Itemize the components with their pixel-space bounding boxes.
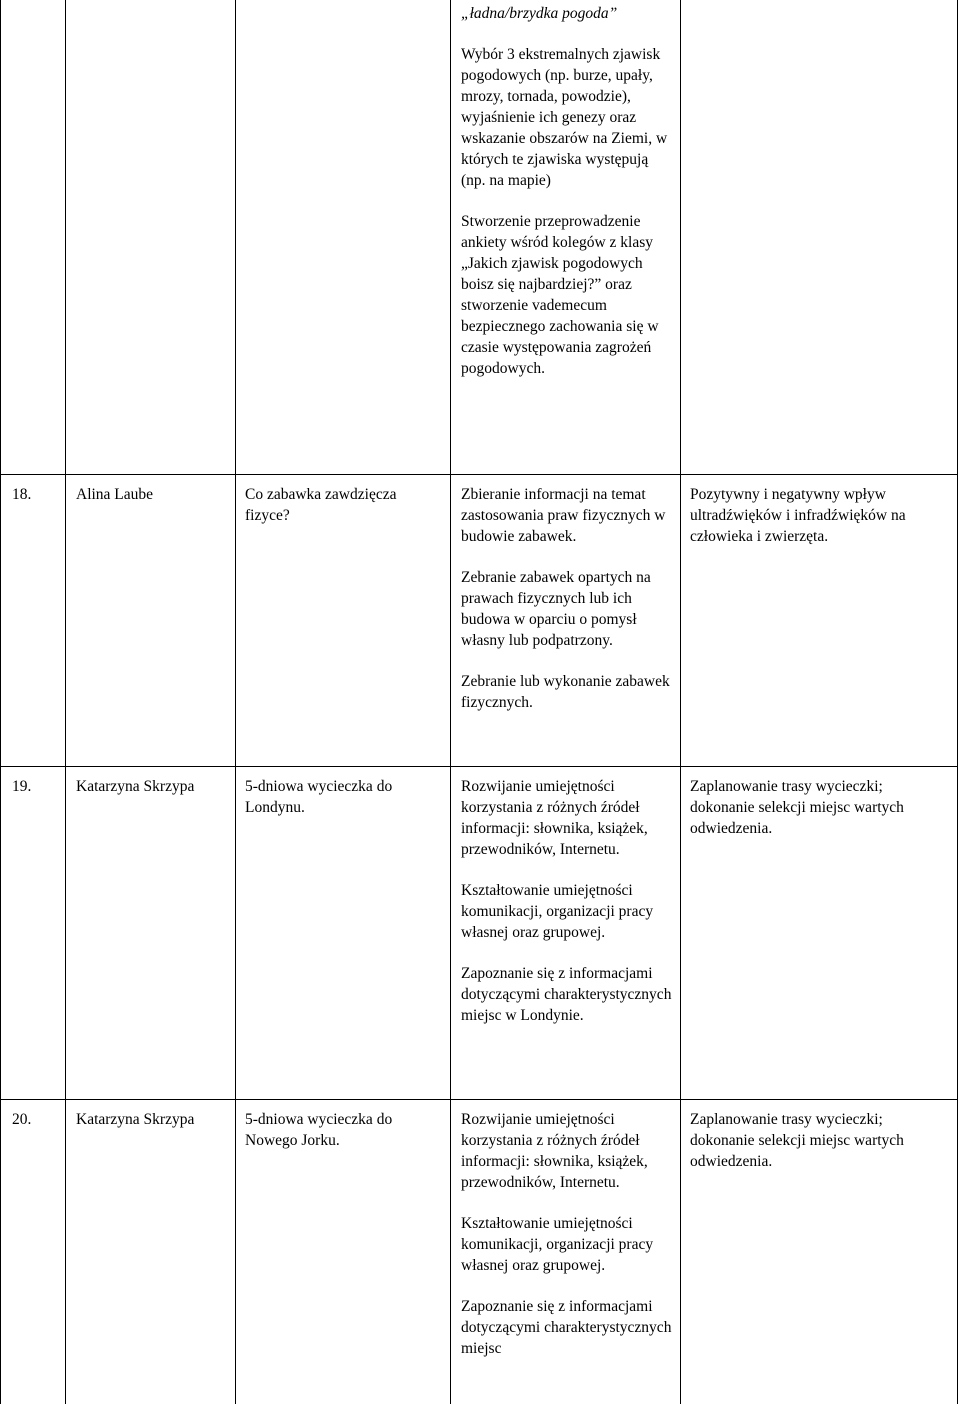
row-topic: Co zabawka zawdzięcza fizyce? bbox=[245, 486, 397, 524]
row-author: Alina Laube bbox=[76, 486, 154, 503]
column-divider-1 bbox=[65, 0, 66, 1404]
goal-text: Zapoznanie się z informacjami dotyczącymi charakterystycznych miejsc bbox=[461, 1298, 672, 1357]
table-border-left bbox=[0, 0, 1, 1404]
goal-text: Zebranie lub wykonanie zabawek fizycznych. bbox=[461, 673, 670, 711]
row-effects: Zaplanowanie trasy wycieczki; dokonanie selekcji miejsc wartych odwiedzenia. bbox=[690, 1111, 904, 1170]
goal-text: „ładna/brzydka pogoda” bbox=[461, 5, 618, 22]
row-effects: Pozytywny i negatywny wpływ ultradźwięków i infradźwięków na człowieka i zwierzęta. bbox=[690, 486, 906, 545]
goal-text: Wybór 3 ekstremalnych zjawisk pogodowych (np. burze, upały, mrozy, tornada, powodzie), wyjaśnienie ich genezy oraz wskazanie obszarów na Ziemi, w których te zjawiska występują (np. na mapie) bbox=[461, 46, 668, 189]
row-goals bbox=[461, 484, 673, 713]
goal-text: Kształtowanie umiejętności komunikacji, organizacji pracy własnej oraz grupowej. bbox=[461, 1215, 654, 1274]
column-divider-4 bbox=[680, 0, 681, 1404]
goal-text: Kształtowanie umiejętności komunikacji, organizacji pracy własnej oraz grupowej. bbox=[461, 882, 654, 941]
row-divider-18 bbox=[0, 474, 958, 475]
row-effects: Zaplanowanie trasy wycieczki; dokonanie selekcji miejsc wartych odwiedzenia. bbox=[690, 778, 904, 837]
table-border-right bbox=[957, 0, 958, 1404]
row-number: 20. bbox=[12, 1111, 32, 1128]
goal-text: Rozwijanie umiejętności korzystania z różnych źródeł informacji: słownika, książek, przewodników, Internetu. bbox=[461, 1111, 648, 1191]
table-row bbox=[461, 3, 673, 379]
row-goals bbox=[461, 1109, 673, 1359]
row-topic: 5-dniowa wycieczka do Nowego Jorku. bbox=[245, 1111, 393, 1149]
row-author: Katarzyna Skrzypa bbox=[76, 778, 195, 795]
goal-text: Rozwijanie umiejętności korzystania z różnych źródeł informacji: słownika, książek, przewodników, Internetu. bbox=[461, 778, 648, 858]
row-goals bbox=[461, 776, 673, 1026]
goal-text: Zebranie zabawek opartych na prawach fizycznych lub ich budowa w oparciu o pomysł własny lub podpatrzony. bbox=[461, 569, 651, 649]
goal-text: Stworzenie przeprowadzenie ankiety wśród kolegów z klasy „Jakich zjawisk pogodowych boisz się najbardziej?” oraz stworzenie vademecum bezpiecznego zachowania się w czasie występowania zagrożeń pogodowych. bbox=[461, 213, 659, 377]
row-number: 18. bbox=[12, 486, 32, 503]
column-divider-3 bbox=[450, 0, 451, 1404]
row-topic: 5-dniowa wycieczka do Londynu. bbox=[245, 778, 393, 816]
row-divider-19 bbox=[0, 766, 958, 767]
row-divider-20 bbox=[0, 1099, 958, 1100]
goal-text: Zapoznanie się z informacjami dotyczącymi charakterystycznych miejsc w Londynie. bbox=[461, 965, 672, 1024]
goal-text: Zbieranie informacji na temat zastosowania praw fizycznych w budowie zabawek. bbox=[461, 486, 666, 545]
row-number: 19. bbox=[12, 778, 32, 795]
row-author: Katarzyna Skrzypa bbox=[76, 1111, 195, 1128]
column-divider-2 bbox=[235, 0, 236, 1404]
